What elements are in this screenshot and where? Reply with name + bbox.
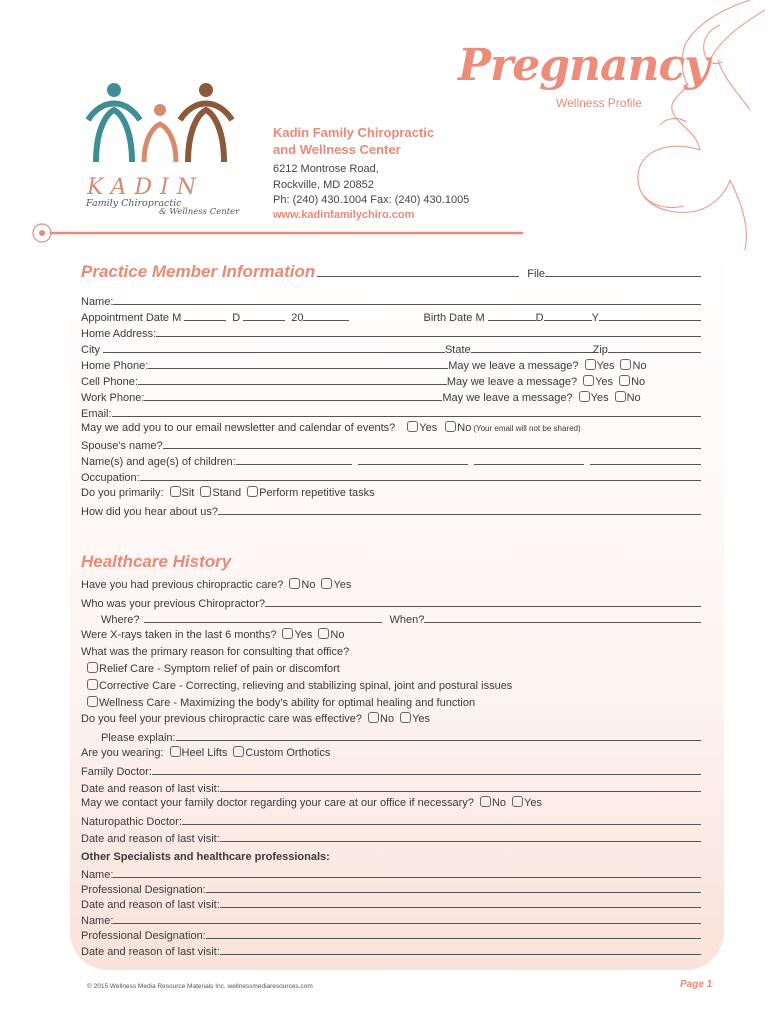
home-msg-no[interactable]: No: [620, 359, 646, 373]
stand-checkbox[interactable]: Stand: [200, 486, 241, 500]
address-1: 6212 Montrose Road,: [273, 163, 379, 175]
child-field-2[interactable]: [358, 453, 468, 465]
home-msg-yes[interactable]: Yes: [585, 359, 615, 373]
specialist2-name-field[interactable]: [113, 912, 701, 924]
home-msg-label: May we leave a message?: [448, 360, 579, 372]
xrays-yes[interactable]: Yes: [282, 628, 312, 642]
corrective-care-checkbox[interactable]: Corrective Care - Correcting, relieving and stabilizing spinal, joint and postural issues: [87, 679, 707, 693]
email-not-shared-note: (Your email will not be shared): [473, 424, 581, 433]
email-label: Email:: [81, 408, 112, 420]
prev-care-no[interactable]: No: [289, 578, 315, 592]
practice-section-title: Practice Member Information: [81, 262, 316, 281]
birth-label: Birth Date M: [423, 312, 485, 324]
pregnant-woman-illustration-icon: [600, 0, 770, 250]
newsletter-no[interactable]: No: [445, 421, 471, 435]
relief-care-checkbox[interactable]: Relief Care - Symptom relief of pain or discomfort: [87, 662, 707, 676]
work-msg-label: May we leave a message?: [442, 392, 573, 404]
cell-msg-label: May we leave a message?: [446, 376, 578, 388]
specialist1-name-label: Name:: [81, 869, 114, 881]
child-field-1[interactable]: [236, 453, 352, 465]
file-label: File: [527, 268, 546, 280]
heel-lifts-checkbox[interactable]: Heel Lifts: [170, 746, 228, 760]
website-link[interactable]: www.kadinfamilychiro.com: [273, 208, 415, 221]
birth-y-label: Y: [591, 312, 599, 324]
explain-label: Please explain:: [101, 732, 176, 744]
cell-msg-no[interactable]: No: [619, 375, 645, 389]
logo-text: KADIN: [87, 175, 205, 200]
newsletter-label: May we add you to our email newsletter and calendar of events?: [81, 422, 396, 434]
file-field[interactable]: [545, 265, 701, 277]
footer-copyright: © 2015 Wellness Media Resource Materials Inc. wellnessmediaresources.com: [87, 983, 313, 990]
appt-month-field[interactable]: [184, 309, 226, 321]
specialist1-last-visit-label: Date and reason of last visit:: [81, 899, 220, 911]
page-title: Pregnancy: [458, 40, 709, 91]
birth-year-field[interactable]: [599, 309, 701, 321]
city-field[interactable]: [103, 341, 445, 353]
city-label: City: [81, 344, 100, 356]
prev-care-label: Have you had previous chiropractic care?: [81, 579, 284, 591]
newsletter-yes[interactable]: Yes: [407, 421, 437, 435]
specialist1-designation-field[interactable]: [206, 881, 701, 893]
page-number: Page 1: [680, 979, 713, 990]
clinic-name-2: and Wellness Center: [273, 142, 401, 157]
appt-day-field[interactable]: [243, 309, 285, 321]
other-specialists-label: Other Specialists and healthcare professionals:: [81, 851, 330, 863]
home-phone-field[interactable]: [148, 357, 448, 369]
effective-label: Do you feel your previous chiropractic care was effective?: [81, 713, 363, 725]
explain-field[interactable]: [176, 729, 701, 741]
when-field[interactable]: [424, 611, 701, 623]
occupation-label: Occupation:: [81, 472, 140, 484]
hear-label: How did you hear about us?: [81, 506, 218, 518]
contact-doctor-label: May we contact your family doctor regarding your care at our office if necessary?: [81, 797, 474, 809]
birth-day-field[interactable]: [544, 309, 592, 321]
appt-year-label: 20: [291, 312, 304, 324]
specialist2-name-label: Name:: [81, 915, 114, 927]
specialist1-name-field[interactable]: [113, 866, 701, 878]
repetitive-checkbox[interactable]: Perform repetitive tasks: [247, 486, 375, 500]
hear-field[interactable]: [218, 503, 701, 515]
spouse-label: Spouse's name?: [81, 440, 163, 452]
work-phone-field[interactable]: [144, 389, 442, 401]
specialist2-last-visit-field[interactable]: [220, 943, 701, 955]
header-divider: [30, 222, 530, 244]
name-field[interactable]: [113, 293, 701, 305]
logo-sub1: Family Chiropractic: [86, 198, 182, 209]
child-field-3[interactable]: [474, 453, 584, 465]
family-doctor-field[interactable]: [152, 763, 701, 775]
home-phone-label: Home Phone:: [81, 360, 149, 372]
birth-d-label: D: [535, 312, 544, 324]
sit-checkbox[interactable]: Sit: [170, 486, 195, 500]
kadin-logo-icon: [84, 80, 244, 190]
where-field[interactable]: [144, 611, 382, 623]
naturopathic-field[interactable]: [182, 813, 701, 825]
specialist1-designation-label: Professional Designation:: [81, 884, 206, 896]
wellness-care-checkbox[interactable]: Wellness Care - Maximizing the body's ability for optimal healing and function: [87, 696, 707, 710]
zip-field[interactable]: [608, 341, 701, 353]
contact-doctor-no[interactable]: No: [480, 796, 506, 810]
xrays-no[interactable]: No: [318, 628, 344, 642]
zip-label: Zip: [592, 344, 608, 356]
naturopathic-label: Naturopathic Doctor:: [81, 816, 182, 828]
appt-year-field[interactable]: [303, 309, 349, 321]
email-field[interactable]: [112, 405, 701, 417]
naturopathic-last-visit-label: Date and reason of last visit:: [81, 833, 220, 845]
cell-phone-field[interactable]: [138, 373, 447, 385]
primarily-label: Do you primarily:: [81, 487, 164, 499]
cell-phone-label: Cell Phone:: [81, 376, 138, 388]
prev-chiro-label: Who was your previous Chiropractor?: [81, 598, 266, 610]
appt-label: Appointment Date M: [81, 312, 182, 324]
home-address-field[interactable]: [156, 325, 701, 337]
state-field[interactable]: [471, 341, 593, 353]
name-label: Name:: [81, 296, 114, 308]
phone-fax: Ph: (240) 430.1004 Fax: (240) 430.1005: [273, 194, 470, 206]
title-underline: [317, 265, 519, 277]
effective-yes[interactable]: Yes: [400, 712, 430, 726]
contact-doctor-yes[interactable]: Yes: [512, 796, 542, 810]
specialist2-designation-label: Professional Designation:: [81, 930, 206, 942]
child-field-4[interactable]: [590, 453, 701, 465]
specialist1-last-visit-field[interactable]: [220, 896, 701, 908]
work-msg-no[interactable]: No: [615, 391, 641, 405]
specialist2-designation-field[interactable]: [206, 927, 701, 939]
specialist2-last-visit-label: Date and reason of last visit:: [81, 946, 220, 958]
wearing-label: Are you wearing:: [81, 747, 164, 759]
xrays-label: Were X-rays taken in the last 6 months?: [81, 629, 277, 641]
spouse-field[interactable]: [163, 437, 701, 449]
occupation-field[interactable]: [140, 469, 701, 481]
address-2: Rockville, MD 20852: [273, 178, 374, 191]
family-last-visit-label: Date and reason of last visit:: [81, 783, 220, 795]
appt-d-label: D: [232, 312, 241, 324]
where-label: Where?: [101, 614, 140, 626]
family-last-visit-field[interactable]: [220, 780, 701, 792]
work-phone-label: Work Phone:: [81, 392, 145, 404]
logo-sub2: & Wellness Center: [159, 207, 240, 217]
primary-reason-label: What was the primary reason for consulting that office?: [81, 646, 350, 658]
prev-care-yes[interactable]: Yes: [321, 578, 351, 592]
orthotics-checkbox[interactable]: Custom Orthotics: [233, 746, 330, 760]
home-address-label: Home Address:: [81, 328, 157, 340]
history-section-title: Healthcare History: [81, 552, 232, 571]
family-doctor-label: Family Doctor:: [81, 766, 152, 778]
effective-no[interactable]: No: [368, 712, 394, 726]
clinic-name-1: Kadin Family Chiropractic: [273, 125, 435, 140]
cell-msg-yes[interactable]: Yes: [583, 375, 613, 389]
when-label: When?: [389, 614, 425, 626]
children-label: Name(s) and age(s) of children:: [81, 456, 236, 468]
naturopathic-last-visit-field[interactable]: [220, 830, 701, 842]
birth-month-field[interactable]: [488, 309, 536, 321]
state-label: State: [444, 344, 471, 356]
work-msg-yes[interactable]: Yes: [579, 391, 609, 405]
page-subtitle: Wellness Profile: [556, 96, 642, 110]
prev-chiro-field[interactable]: [265, 595, 701, 607]
